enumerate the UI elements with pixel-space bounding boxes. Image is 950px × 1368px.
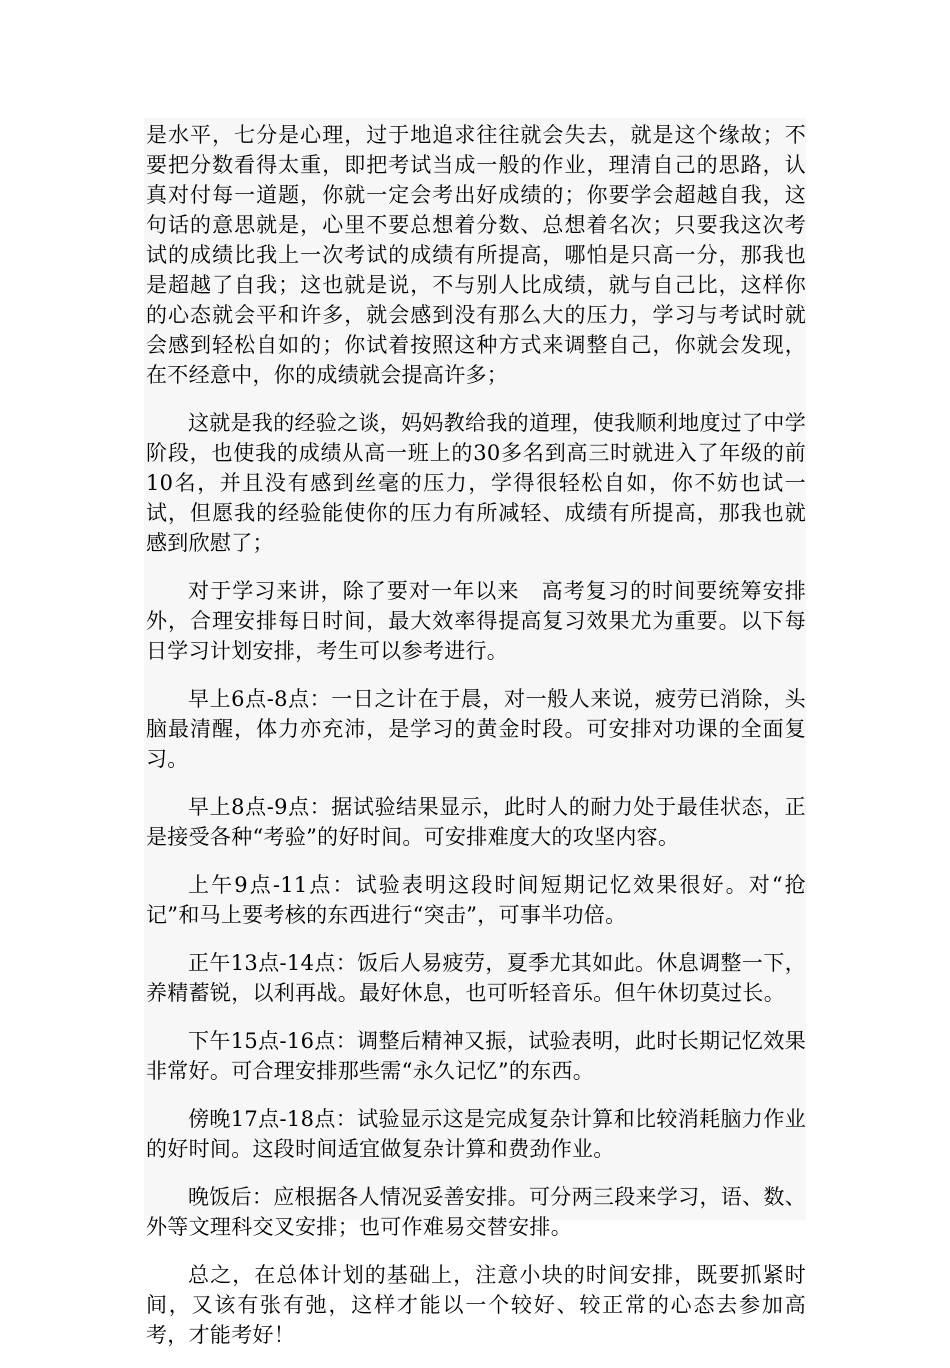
paragraph-after-dinner: 晚饭后：应根据各人情况妥善安排。可分两三段来学习，语、数、外等文理科交叉安排；也可作难易交替安排。 bbox=[146, 1185, 806, 1239]
paragraph-conclusion: 总之，在总体计划的基础上，注意小块的时间安排，既要抓紧时间，又该有张有弛，这样才能以一个较好、较正常的心态去参加高考，才能考好！ bbox=[146, 1263, 806, 1347]
paragraph-daily-plan-intro: 对于学习来讲，除了要对一年以来 高考复习的时间要统筹安排外，合理安排每日时间，最大效率得提高复习效果尤为重要。以下每日学习计划安排，考生可以参考进行。 bbox=[146, 579, 806, 663]
paragraph-13-to-14: 正午13点-14点：饭后人易疲劳，夏季尤其如此。休息调整一下，养精蓄锐，以利再战。最好休息，也可听轻音乐。但午休切莫过长。 bbox=[146, 951, 806, 1005]
paragraph-experience: 这就是我的经验之谈，妈妈教给我的道理，使我顺利地度过了中学阶段，也使我的成绩从高一班上的30多名到高三时就进入了年级的前10名，并且没有感到丝毫的压力，学得很轻松自如，你不妨也试一试，但愿我的经验能使你的压力有所减轻、成绩有所提高，那我也就感到欣慰了； bbox=[146, 411, 806, 555]
document-body bbox=[146, 120, 806, 1368]
paragraph-17-to-18: 傍晚17点-18点：试验显示这是完成复杂计算和比较消耗脑力作业的好时间。这段时间适宜做复杂计算和费劲作业。 bbox=[146, 1107, 806, 1161]
paragraph-9-to-11: 上午9点-11点：试验表明这段时间短期记忆效果很好。对“抢记”和马上要考核的东西进行“突击”，可事半功倍。 bbox=[146, 873, 806, 927]
paragraph-15-to-16: 下午15点-16点：调整后精神又振，试验表明，此时长期记忆效果非常好。可合理安排那些需“永久记忆”的东西。 bbox=[146, 1029, 806, 1083]
paragraph-continuation: 是水平，七分是心理，过于地追求往往就会失去，就是这个缘故；不要把分数看得太重，即把考试当成一般的作业，理清自己的思路，认真对付每一道题，你就一定会考出好成绩的；你要学会超越自我，这句话的意思就是，心里不要总想着分数、总想着名次；只要我这次考试的成绩比我上一次考试的成绩有所提高，哪怕是只高一分，那我也是超越了自我；这也就是说，不与别人比成绩，就与自己比，这样你的心态就会平和许多，就会感到没有那么大的压力，学习与考试时就会感到轻松自如的；你试着按照这种方式来调整自己，你就会发现，在不经意中，你的成绩就会提高许多； bbox=[146, 123, 806, 387]
paragraph-8-to-9: 早上8点-9点：据试验结果显示，此时人的耐力处于最佳状态，正是接受各种“考验”的好时间。可安排难度大的攻坚内容。 bbox=[146, 795, 806, 849]
paragraph-6-to-8: 早上6点-8点：一日之计在于晨，对一般人来说，疲劳已消除，头脑最清醒，体力亦充沛，是学习的黄金时段。可安排对功课的全面复习。 bbox=[146, 687, 806, 771]
